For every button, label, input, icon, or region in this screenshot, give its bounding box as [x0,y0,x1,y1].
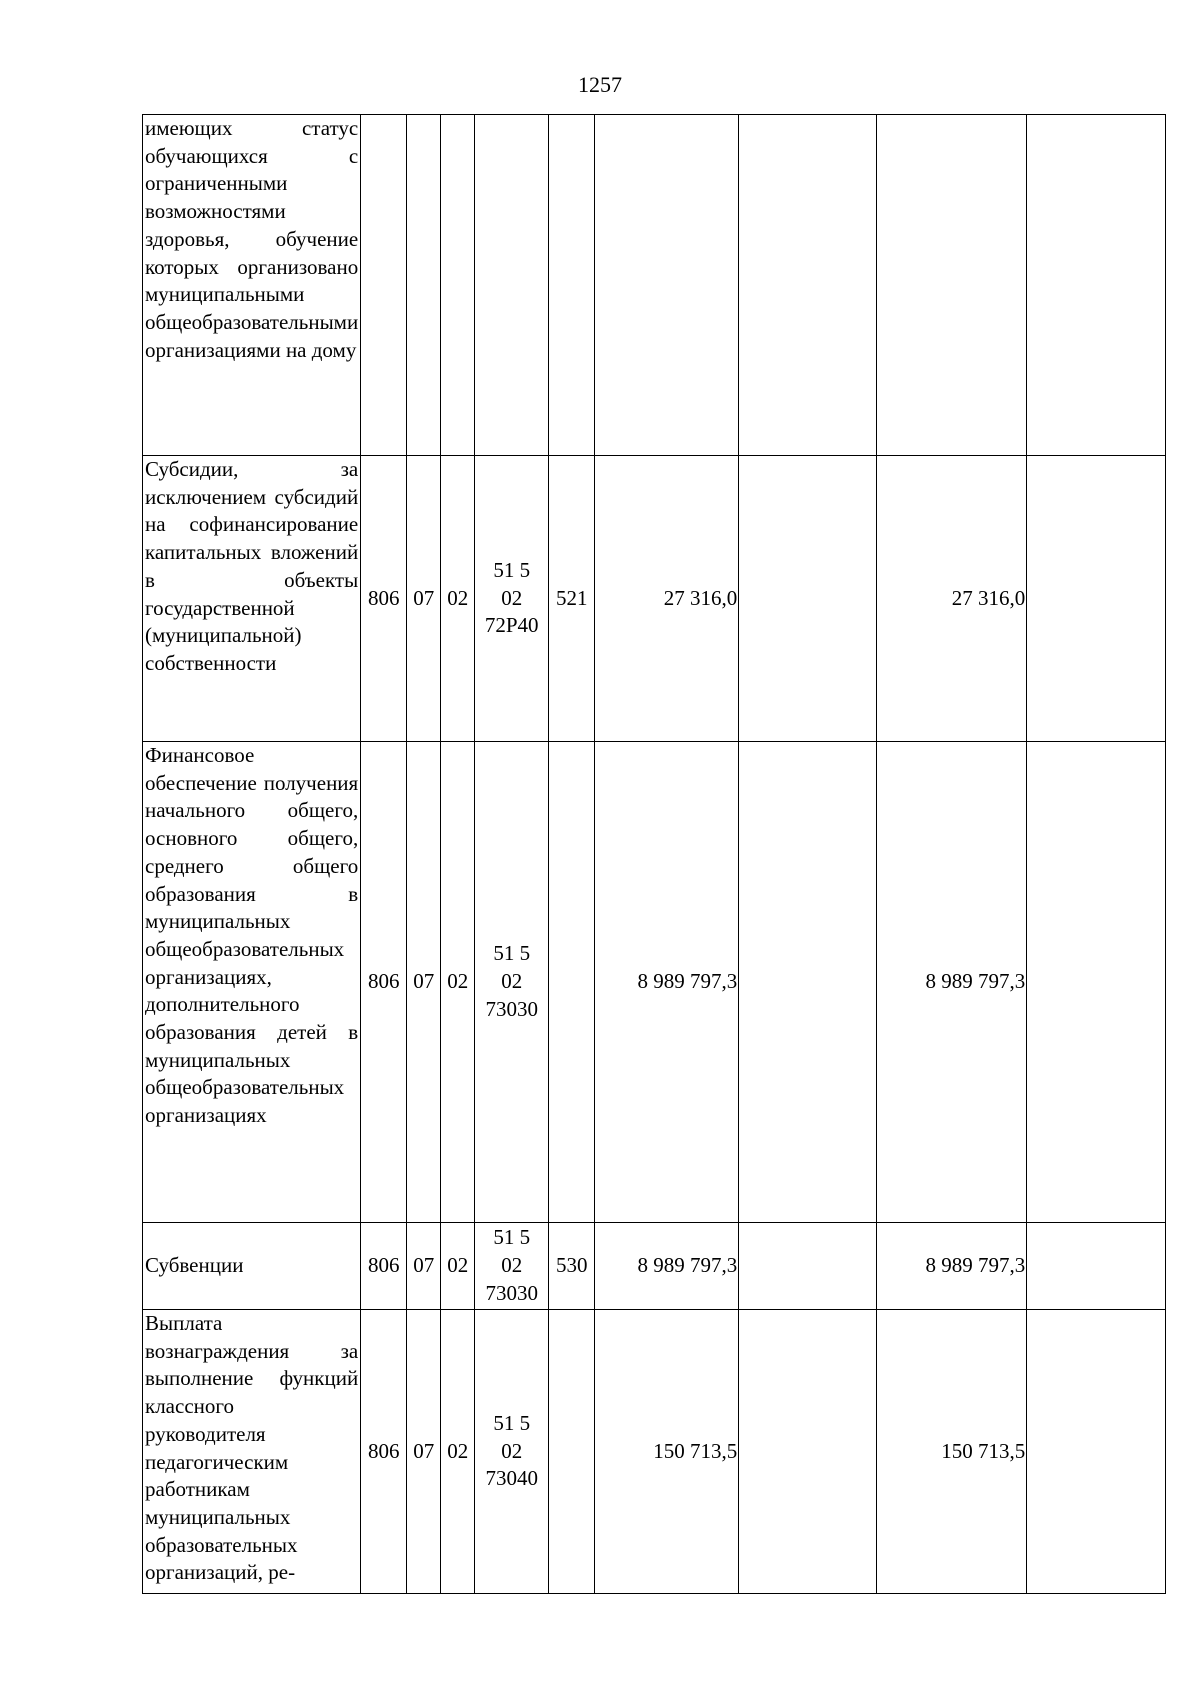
rz-cell: 07 [407,742,441,1223]
table-row [143,456,1166,742]
csr-cell: 51 5 02 73030 [475,1223,549,1310]
rz-cell: 07 [407,1310,441,1594]
amount-cell [739,742,877,1223]
vr-cell: 530 [549,1223,595,1310]
amount-cell [1027,742,1166,1223]
csr-cell: 51 5 02 72Р40 [475,456,549,742]
amount-cell [595,115,739,456]
row-name-cell: Выплата вознаграждения за выполнение функций классного руководителя педагогическим работникам муниципальных образовательных организаций, ре- [143,1310,361,1594]
amount-cell: 8 989 797,3 [877,742,1027,1223]
amount-cell: 8 989 797,3 [877,1223,1027,1310]
vr-cell [549,1310,595,1594]
grbs-cell: 806 [361,1223,407,1310]
amount-cell: 8 989 797,3 [595,1223,739,1310]
amount-cell [1027,456,1166,742]
amount-cell: 27 316,0 [595,456,739,742]
csr-cell: 51 5 02 73040 [475,1310,549,1594]
pr-cell: 02 [441,456,475,742]
amount-cell [1027,1310,1166,1594]
amount-cell [739,456,877,742]
row-name-cell: Субсидии, за исключением субсидий на софинансирование капитальных вложений в объекты государственной (муниципальной) собственности [143,456,361,742]
grbs-cell [361,115,407,456]
grbs-cell: 806 [361,742,407,1223]
rz-cell [407,115,441,456]
grbs-cell: 806 [361,456,407,742]
budget-table [142,114,1166,1594]
pr-cell: 02 [441,1223,475,1310]
pr-cell: 02 [441,742,475,1223]
vr-cell [549,742,595,1223]
csr-cell [475,115,549,456]
amount-cell [739,115,877,456]
page-number: 1257 [578,72,622,97]
table-row [143,1223,1166,1310]
amount-cell [1027,1223,1166,1310]
amount-cell [1027,115,1166,456]
amount-cell: 150 713,5 [595,1310,739,1594]
row-name-cell: имеющих статус обучающихся с ограниченными возможностями здоровья, обучение которых организовано муниципальными общеобразовательными организациями на дому [143,115,361,456]
pr-cell: 02 [441,1310,475,1594]
row-name-cell: Финансовое обеспечение получения начального общего, основного общего, среднего общего образования в муниципальных общеобразовательных организациях, дополнительного образования детей в муниципальных общеобразовательных организациях [143,742,361,1223]
vr-cell [549,115,595,456]
row-name-cell: Субвенции [143,1223,361,1310]
pr-cell [441,115,475,456]
grbs-cell: 806 [361,1310,407,1594]
amount-cell: 27 316,0 [877,456,1027,742]
amount-cell: 150 713,5 [877,1310,1027,1594]
table-row [143,1310,1166,1594]
vr-cell: 521 [549,456,595,742]
rz-cell: 07 [407,456,441,742]
table-row [143,742,1166,1223]
amount-cell: 8 989 797,3 [595,742,739,1223]
rz-cell: 07 [407,1223,441,1310]
amount-cell [877,115,1027,456]
table-row [143,115,1166,456]
amount-cell [739,1310,877,1594]
amount-cell [739,1223,877,1310]
csr-cell: 51 5 02 73030 [475,742,549,1223]
